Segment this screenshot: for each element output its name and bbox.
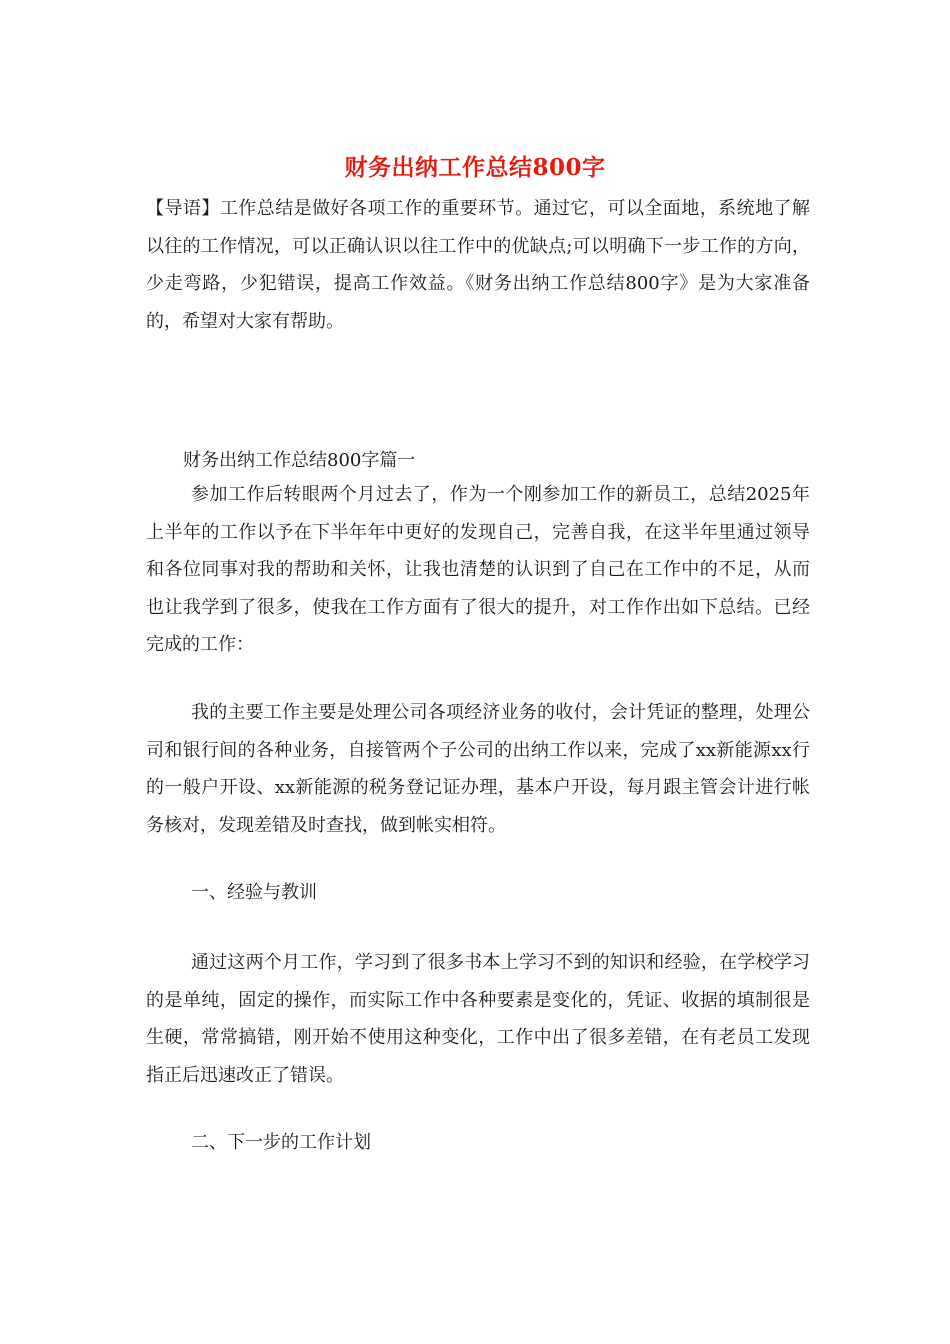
section-heading: 财务出纳工作总结800字篇一 — [183, 450, 416, 471]
intro-paragraph: 【导语】工作总结是做好各项工作的重要环节。通过它，可以全面地，系统地了解以往的工作情况，可以正确认识以往工作中的优缺点;可以明确下一步工作的方向，少走弯路，少犯错误，提高工作效益。《财务出纳工作总结800字》是为大家准备的，希望对大家有帮助。 — [146, 198, 810, 332]
subheading-next-plan: 二、下一步的工作计划 — [191, 1132, 371, 1153]
body-paragraph-1: 参加工作后转眼两个月过去了，作为一个刚参加工作的新员工，总结2025年上半年的工作以予在下半年年中更好的发现自己，完善自我，在这半年里通过领导和各位同事对我的帮助和关怀，让我也清楚的认识到了自己在工作中的不足，从而也让我学到了很多，使我在工作方面有了很大的提升，对工作作出如下总结。已经完成的工作： — [146, 484, 810, 655]
document-title: 财务出纳工作总结800字 — [344, 154, 606, 181]
body-paragraph-3: 通过这两个月工作，学习到了很多书本上学习不到的知识和经验，在学校学习的是单纯，固定的操作，而实际工作中各种要素是变化的，凭证、收据的填制很是生硬，常常搞错，刚开始不使用这种变化，工作中出了很多差错，在有老员工发现指正后迅速改正了错误。 — [146, 952, 810, 1086]
subheading-experience: 一、经验与教训 — [191, 882, 317, 903]
body-paragraph-2: 我的主要工作主要是处理公司各项经济业务的收付，会计凭证的整理，处理公司和银行间的各种业务，自接管两个子公司的出纳工作以来，完成了xx新能源xx行的一般户开设、xx新能源的税务登记证办理，基本户开设，每月跟主管会计进行帐务核对，发现差错及时查找，做到帐实相符。 — [146, 702, 810, 836]
